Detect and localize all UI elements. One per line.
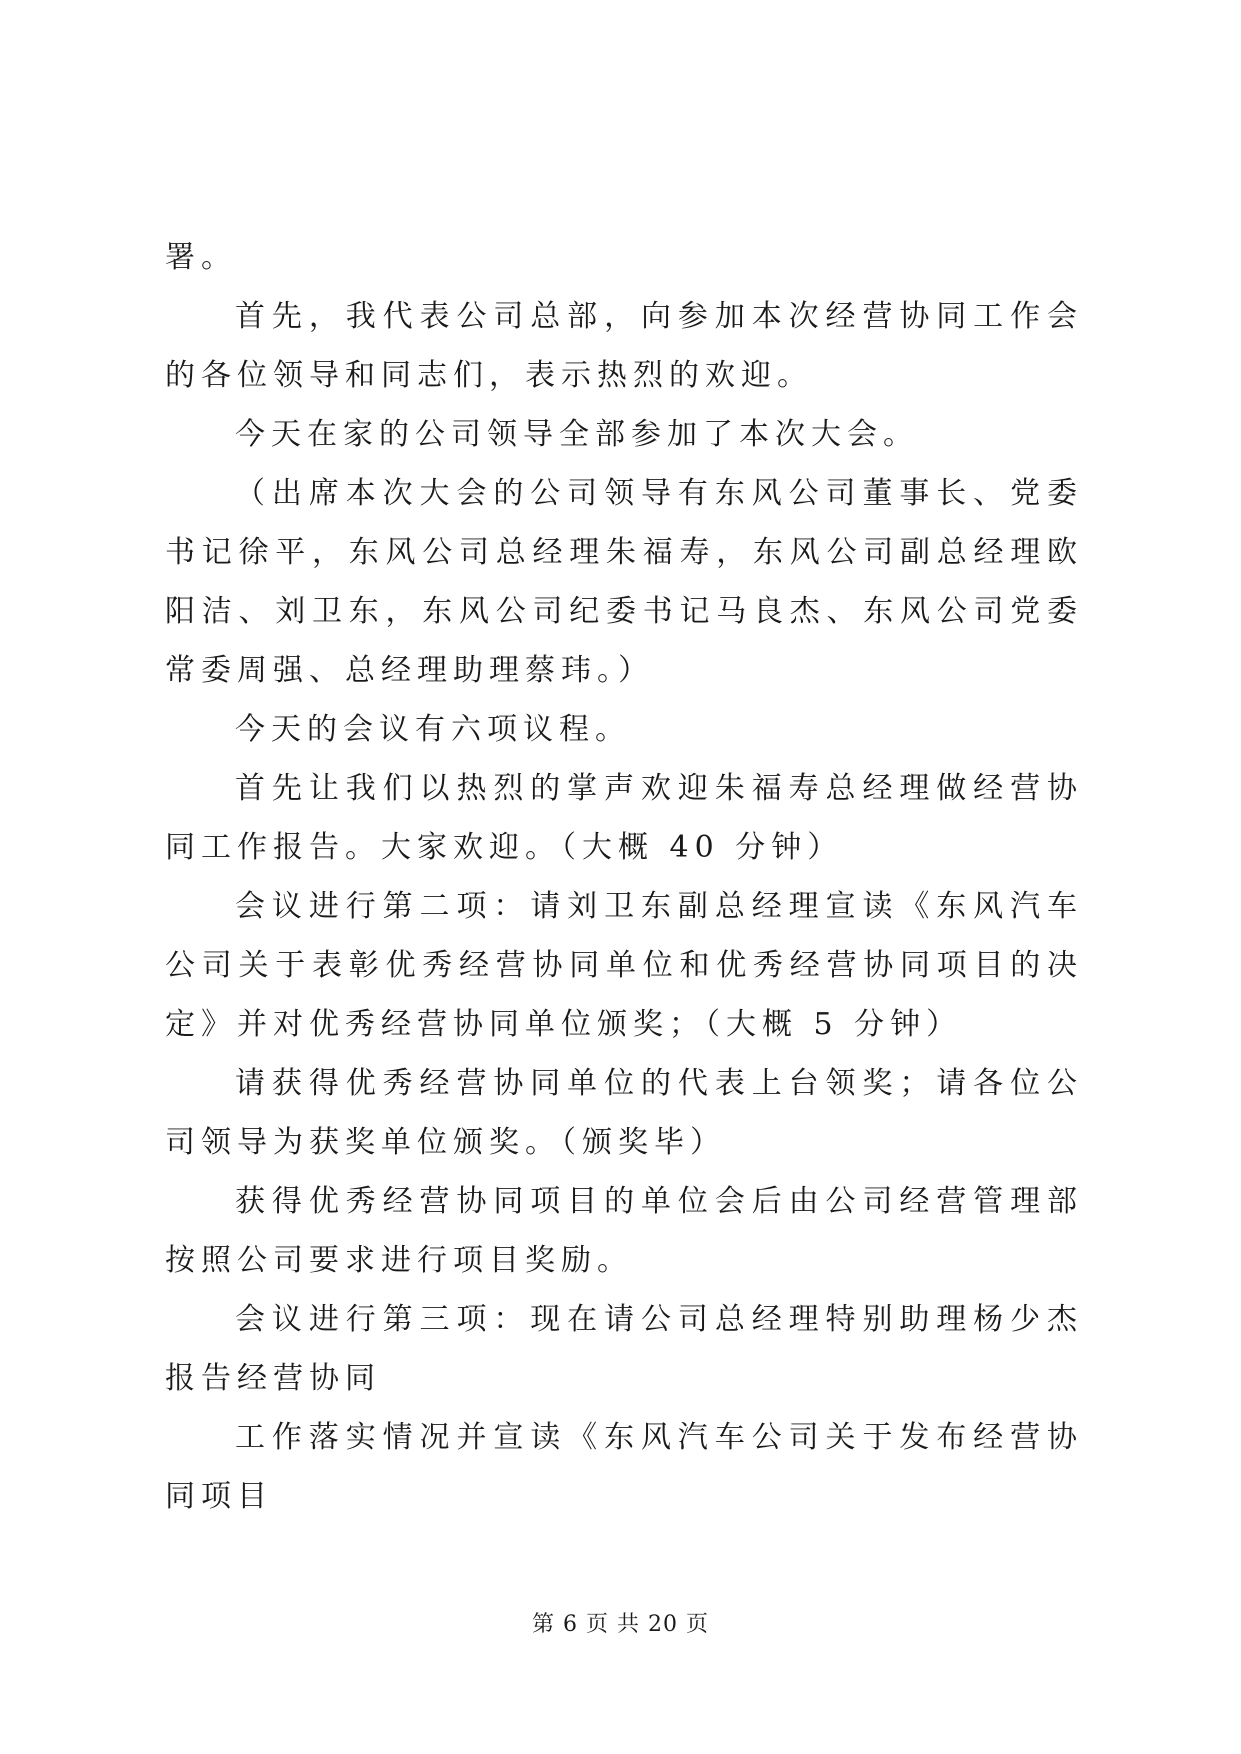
paragraph: 首先让我们以热烈的掌声欢迎朱福寿总经理做经营协同工作报告。大家欢迎。（大概 40 分钟） (165, 771, 1083, 865)
paragraph: 请获得优秀经营协同单位的代表上台领奖；请各位公司领导为获奖单位颁奖。（颁奖毕） (165, 1066, 1083, 1160)
paragraph: 首先，我代表公司总部，向参加本次经营协同工作会的各位领导和同志们，表示热烈的欢迎。 (165, 299, 1083, 393)
paragraph: 会议进行第三项：现在请公司总经理特别助理杨少杰报告经营协同 (165, 1302, 1083, 1396)
paragraph: 今天的会议有六项议程。 (235, 712, 631, 747)
page-footer (0, 1607, 1241, 1638)
document-body (165, 228, 1083, 1526)
paragraph: 署。 (165, 240, 237, 275)
page-number-label: 第 6 页 共 20 页 (532, 1612, 709, 1637)
paragraph: （出席本次大会的公司领导有东风公司董事长、党委书记徐平，东风公司总经理朱福寿，东风公司副总经理欧阳洁、刘卫东，东风公司纪委书记马良杰、东风公司党委常委周强、总经理助理蔡玮。） (165, 476, 1083, 688)
paragraph: 会议进行第二项：请刘卫东副总经理宣读《东风汽车公司关于表彰优秀经营协同单位和优秀经营协同项目的决定》并对优秀经营协同单位颁奖；（大概 5 分钟） (165, 889, 1083, 1042)
paragraph: 获得优秀经营协同项目的单位会后由公司经营管理部按照公司要求进行项目奖励。 (165, 1184, 1083, 1278)
paragraph: 工作落实情况并宣读《东风汽车公司关于发布经营协同项目 (165, 1420, 1083, 1514)
paragraph: 今天在家的公司领导全部参加了本次大会。 (235, 417, 919, 452)
